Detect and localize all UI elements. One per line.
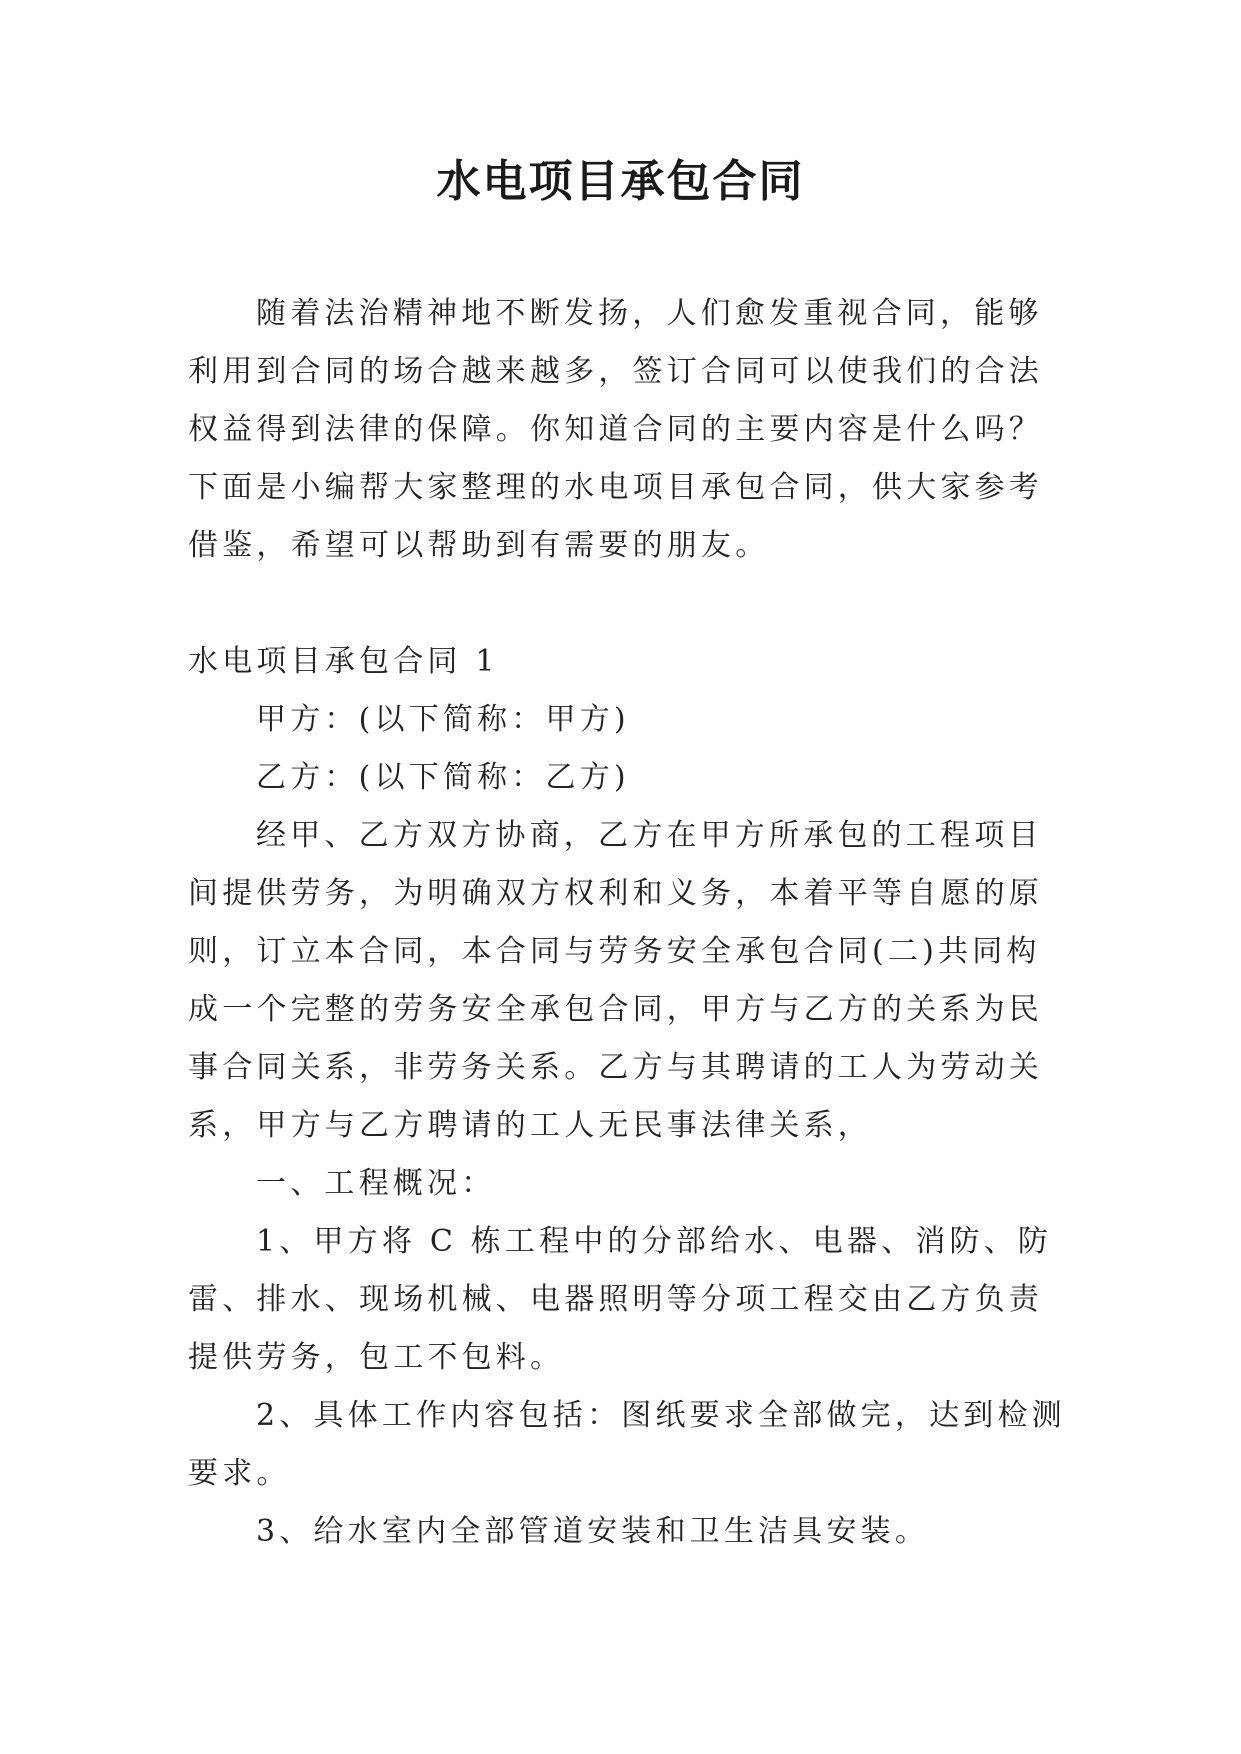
clause-item-3: 3、给水室内全部管道安装和卫生洁具安装。 xyxy=(256,1514,930,1549)
clause-item-1: 1、甲方将 C 栋工程中的分部给水、电器、消防、防雷、排水、现场机械、电器照明等分项工程交由乙方负责提供劳务，包工不包料。 xyxy=(188,1224,1053,1375)
section-heading: 水电项目承包合同 1 xyxy=(188,644,499,679)
agreement-paragraph: 经甲、乙方双方协商，乙方在甲方所承包的工程项目间提供劳务，为明确双方权利和义务，本着平等自愿的原则，订立本合同，本合同与劳务安全承包合同(二)共同构成一个完整的劳务安全承包合同，甲方与乙方的关系为民事合同关系，非劳务关系。乙方与其聘请的工人为劳动关系，甲方与乙方聘请的工人无民事法律关系， xyxy=(188,818,1043,1143)
party-b-line: 乙方：(以下简称：乙方) xyxy=(256,760,630,795)
clause-item-2: 2、具体工作内容包括：图纸要求全部做完，达到检测要求。 xyxy=(188,1398,1066,1491)
document-body xyxy=(188,285,1068,1561)
document-title: 水电项目承包合同 xyxy=(436,156,805,207)
intro-paragraph: 随着法治精神地不断发扬，人们愈发重视合同，能够利用到合同的场合越来越多，签订合同可以使我们的合法权益得到法律的保障。你知道合同的主要内容是什么吗？下面是小编帮大家整理的水电项目承包合同，供大家参考借鉴，希望可以帮助到有需要的朋友。 xyxy=(188,296,1043,563)
party-a-line: 甲方：(以下简称：甲方) xyxy=(256,702,630,737)
clause-heading-project-overview: 一、工程概况： xyxy=(256,1166,496,1201)
